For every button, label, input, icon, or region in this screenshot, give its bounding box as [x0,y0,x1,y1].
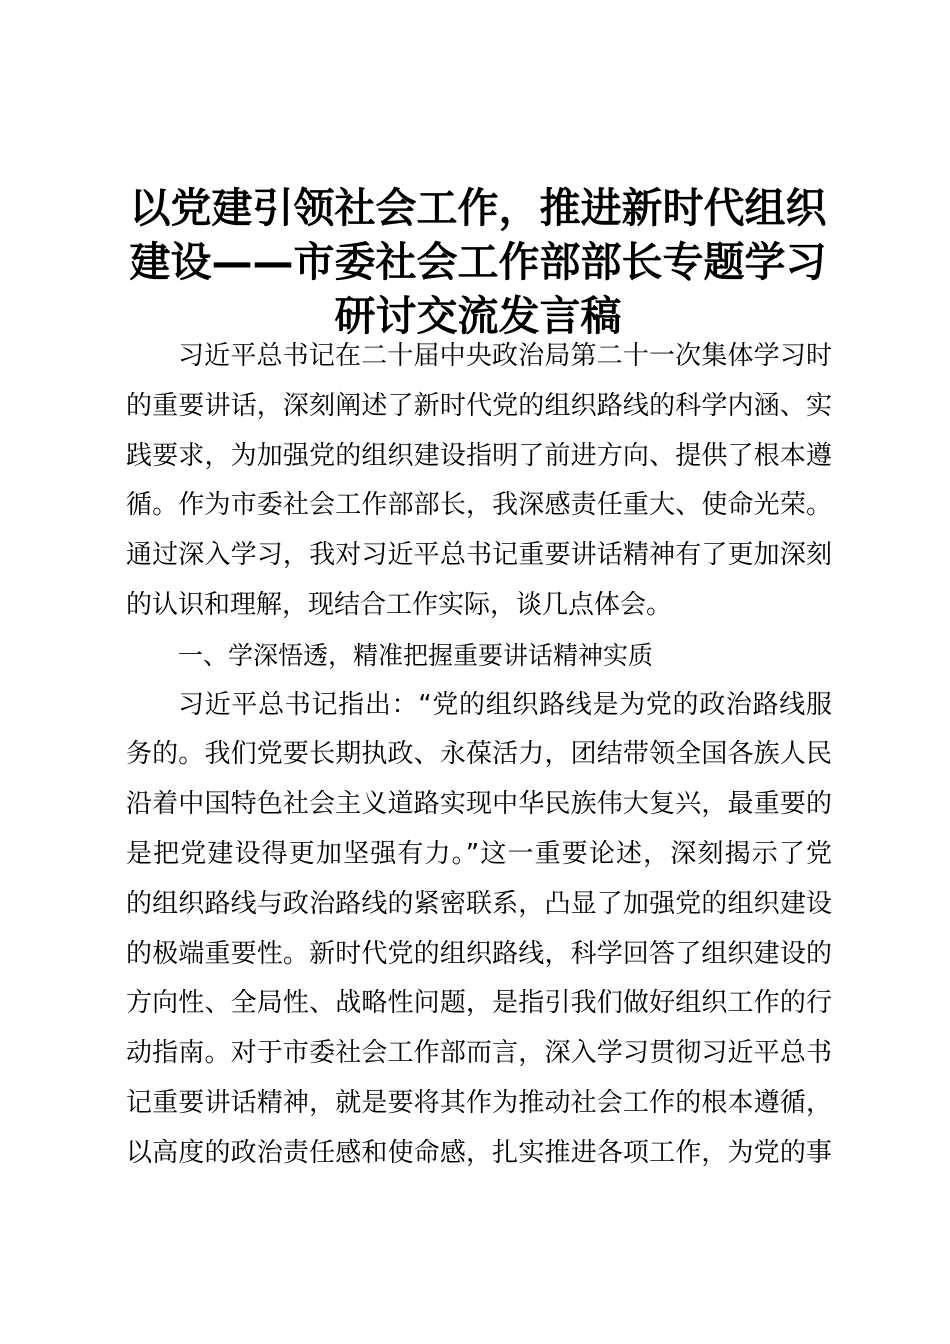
paragraph-line: 习近平总书记在二十届中央政治局第二十一次集体学习时 [178,341,832,371]
paragraph-line: 践要求，为加强党的组织建设指明了前进方向、提供了根本遵 [126,440,832,471]
paragraph-section-one [126,681,832,1179]
paragraph-line: 是把党建设得更加坚强有力。”这一重要论述，深刻揭示了党 [126,838,832,869]
paragraph-line: 以高度的政治责任感和使命感，扎实推进各项工作，为党的事 [126,1137,832,1168]
document-body [126,332,832,1179]
paragraph-line: 动指南。对于市委社会工作部而言，深入学习贯彻习近平总书 [126,1038,832,1069]
section-heading [126,631,832,681]
paragraph-line: 方向性、全局性、战略性问题，是指引我们做好组织工作的行 [126,988,832,1019]
title-line: 以党建引领社会工作，推进新时代组织 [129,184,827,232]
section-heading-text: 一、学深悟透，精准把握重要讲话精神实质 [178,640,654,670]
paragraph-line: 的组织路线与政治路线的紧密联系，凸显了加强党的组织建设 [126,888,832,919]
paragraph-line: 记重要讲话精神，就是要将其作为推动社会工作的根本遵循， [126,1087,832,1118]
paragraph-intro [126,332,832,631]
paragraph-line: 务的。我们党要长期执政、永葆活力，团结带领全国各族人民 [126,739,832,770]
paragraph-line: 的极端重要性。新时代党的组织路线，科学回答了组织建设的 [126,938,832,969]
paragraph-line: 沿着中国特色社会主义道路实现中华民族伟大复兴，最重要的 [126,789,832,820]
paragraph-line: 的重要讲话，深刻阐述了新时代党的组织路线的科学内涵、实 [126,390,832,421]
paragraph-line: 的认识和理解，现结合工作实际，谈几点体会。 [126,589,673,620]
title-line: 研讨交流发言稿 [334,292,622,340]
title-line: 建设——市委社会工作部部长专题学习 [129,238,827,286]
paragraph-line: 循。作为市委社会工作部部长，我深感责任重大、使命光荣。 [126,490,832,521]
document-title [126,181,830,343]
paragraph-line: 习近平总书记指出：“党的组织路线是为党的政治路线服 [178,689,832,720]
paragraph-line: 通过深入学习，我对习近平总书记重要讲话精神有了更加深刻 [126,540,832,571]
